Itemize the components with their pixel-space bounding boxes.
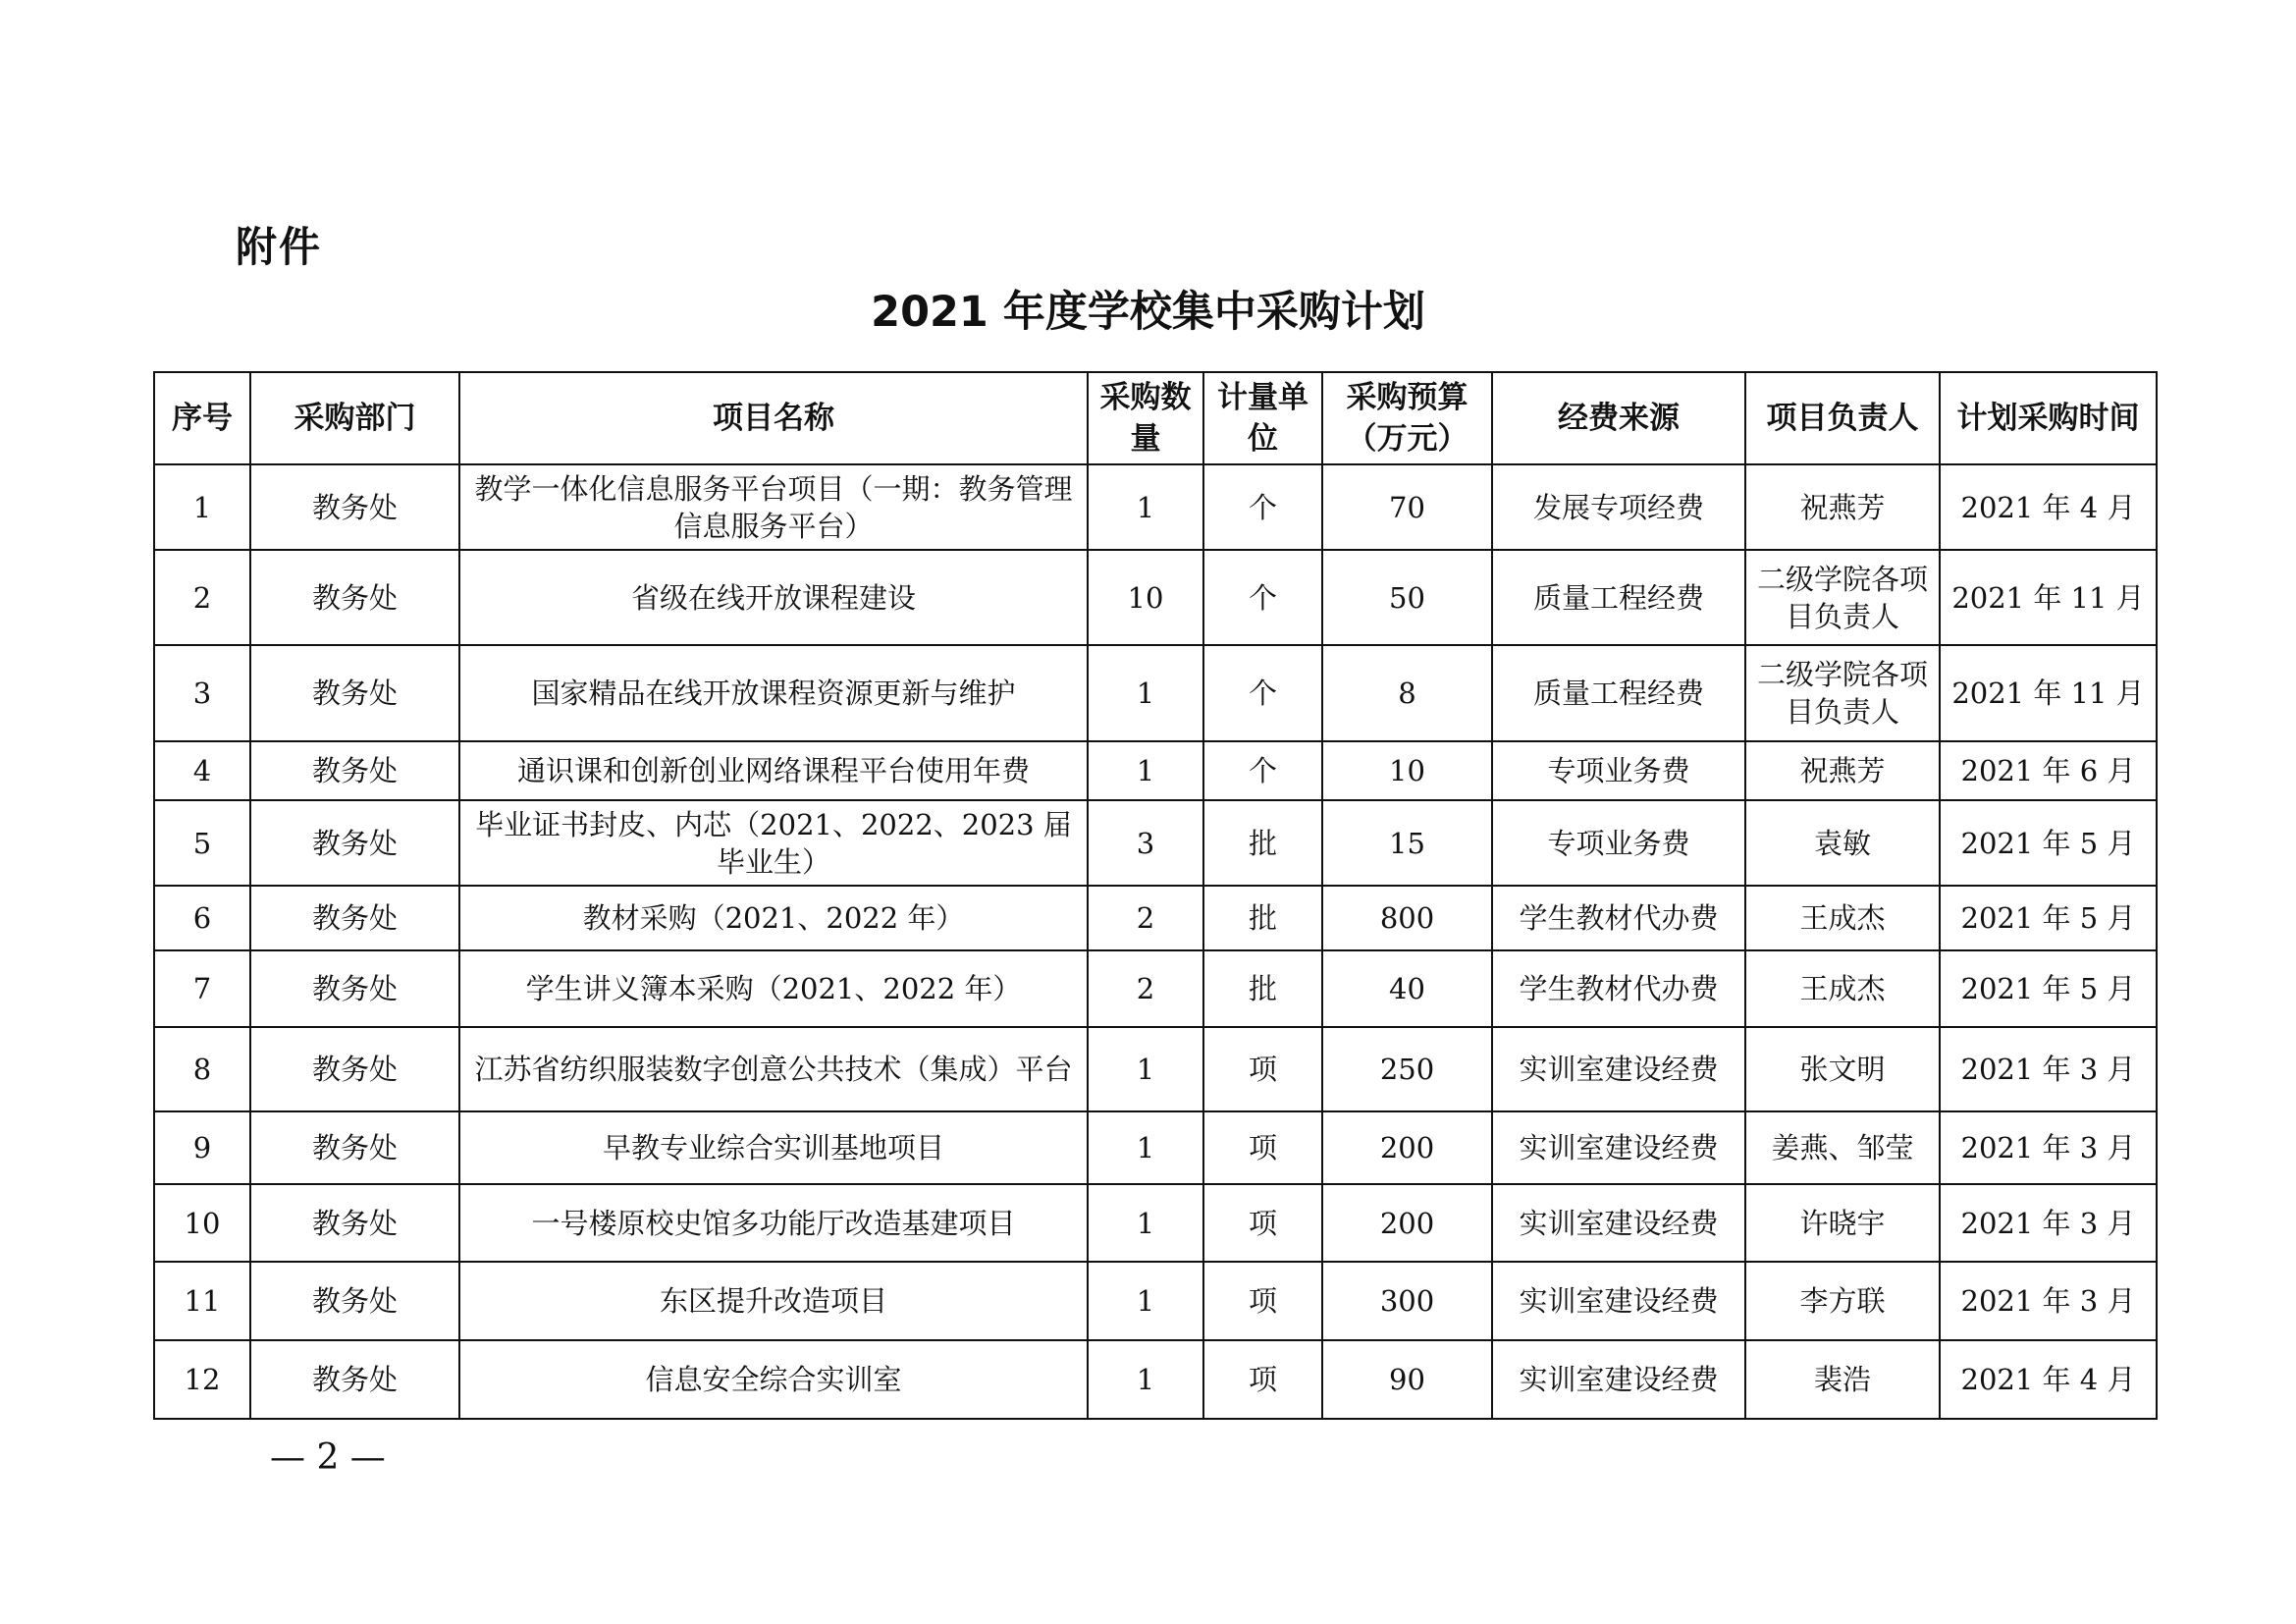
cell-time: 2021 年 4 月 xyxy=(1940,464,2157,550)
cell-index: 4 xyxy=(154,741,250,800)
header-department: 采购部门 xyxy=(250,372,459,464)
cell-project: 省级在线开放课程建设 xyxy=(459,550,1088,645)
cell-quantity: 1 xyxy=(1088,645,1203,741)
cell-unit: 项 xyxy=(1203,1027,1322,1111)
cell-project: 早教专业综合实训基地项目 xyxy=(459,1111,1088,1184)
cell-time: 2021 年 5 月 xyxy=(1940,800,2157,886)
cell-budget: 200 xyxy=(1322,1111,1492,1184)
cell-fund-source: 学生教材代办费 xyxy=(1492,886,1745,950)
cell-unit: 批 xyxy=(1203,800,1322,886)
table-header-row xyxy=(154,372,2157,464)
table-row xyxy=(154,645,2157,741)
cell-time: 2021 年 3 月 xyxy=(1940,1027,2157,1111)
cell-fund-source: 实训室建设经费 xyxy=(1492,1340,1745,1419)
cell-time: 2021 年 11 月 xyxy=(1940,550,2157,645)
cell-index: 10 xyxy=(154,1184,250,1262)
cell-project: 学生讲义簿本采购（2021、2022 年） xyxy=(459,950,1088,1027)
cell-project: 东区提升改造项目 xyxy=(459,1262,1088,1340)
cell-project: 一号楼原校史馆多功能厅改造基建项目 xyxy=(459,1184,1088,1262)
cell-owner: 袁敏 xyxy=(1745,800,1940,886)
cell-budget: 250 xyxy=(1322,1027,1492,1111)
header-unit: 计量单位 xyxy=(1203,372,1322,464)
cell-budget: 90 xyxy=(1322,1340,1492,1419)
cell-unit: 批 xyxy=(1203,886,1322,950)
cell-owner: 祝燕芳 xyxy=(1745,464,1940,550)
header-time: 计划采购时间 xyxy=(1940,372,2157,464)
cell-department: 教务处 xyxy=(250,950,459,1027)
cell-project: 教学一体化信息服务平台项目（一期：教务管理信息服务平台） xyxy=(459,464,1088,550)
document-title: 2021 年度学校集中采购计划 xyxy=(871,288,1425,337)
cell-project: 国家精品在线开放课程资源更新与维护 xyxy=(459,645,1088,741)
cell-department: 教务处 xyxy=(250,1027,459,1111)
header-quantity: 采购数量 xyxy=(1088,372,1203,464)
cell-unit: 项 xyxy=(1203,1184,1322,1262)
header-budget: 采购预算（万元） xyxy=(1322,372,1492,464)
cell-department: 教务处 xyxy=(250,550,459,645)
cell-owner: 王成杰 xyxy=(1745,950,1940,1027)
cell-project: 教材采购（2021、2022 年） xyxy=(459,886,1088,950)
table-row xyxy=(154,1262,2157,1340)
cell-department: 教务处 xyxy=(250,1111,459,1184)
cell-fund-source: 实训室建设经费 xyxy=(1492,1184,1745,1262)
cell-owner: 许晓宇 xyxy=(1745,1184,1940,1262)
table-row xyxy=(154,464,2157,550)
cell-unit: 个 xyxy=(1203,550,1322,645)
table-row xyxy=(154,741,2157,800)
cell-owner: 张文明 xyxy=(1745,1027,1940,1111)
cell-project: 信息安全综合实训室 xyxy=(459,1340,1088,1419)
cell-unit: 批 xyxy=(1203,950,1322,1027)
cell-project: 毕业证书封皮、内芯（2021、2022、2023 届毕业生） xyxy=(459,800,1088,886)
cell-index: 7 xyxy=(154,950,250,1027)
cell-quantity: 1 xyxy=(1088,1027,1203,1111)
cell-department: 教务处 xyxy=(250,1184,459,1262)
cell-quantity: 1 xyxy=(1088,1262,1203,1340)
page-number: — 2 — xyxy=(270,1437,386,1478)
header-index: 序号 xyxy=(154,372,250,464)
cell-fund-source: 学生教材代办费 xyxy=(1492,950,1745,1027)
cell-unit: 项 xyxy=(1203,1340,1322,1419)
cell-fund-source: 质量工程经费 xyxy=(1492,645,1745,741)
cell-owner: 李方联 xyxy=(1745,1262,1940,1340)
cell-owner: 王成杰 xyxy=(1745,886,1940,950)
cell-index: 8 xyxy=(154,1027,250,1111)
cell-index: 5 xyxy=(154,800,250,886)
table-row xyxy=(154,800,2157,886)
cell-quantity: 10 xyxy=(1088,550,1203,645)
cell-budget: 70 xyxy=(1322,464,1492,550)
cell-index: 11 xyxy=(154,1262,250,1340)
cell-department: 教务处 xyxy=(250,1262,459,1340)
table-row xyxy=(154,950,2157,1027)
table-row xyxy=(154,1027,2157,1111)
cell-owner: 裴浩 xyxy=(1745,1340,1940,1419)
cell-budget: 50 xyxy=(1322,550,1492,645)
cell-department: 教务处 xyxy=(250,741,459,800)
cell-fund-source: 专项业务费 xyxy=(1492,741,1745,800)
cell-unit: 项 xyxy=(1203,1262,1322,1340)
cell-time: 2021 年 3 月 xyxy=(1940,1111,2157,1184)
procurement-plan-table xyxy=(153,371,2158,1420)
cell-department: 教务处 xyxy=(250,645,459,741)
cell-time: 2021 年 3 月 xyxy=(1940,1184,2157,1262)
cell-time: 2021 年 5 月 xyxy=(1940,950,2157,1027)
table-row xyxy=(154,1184,2157,1262)
header-fund-source: 经费来源 xyxy=(1492,372,1745,464)
cell-department: 教务处 xyxy=(250,800,459,886)
cell-time: 2021 年 3 月 xyxy=(1940,1262,2157,1340)
cell-quantity: 3 xyxy=(1088,800,1203,886)
cell-fund-source: 实训室建设经费 xyxy=(1492,1111,1745,1184)
cell-index: 9 xyxy=(154,1111,250,1184)
cell-quantity: 1 xyxy=(1088,464,1203,550)
cell-index: 2 xyxy=(154,550,250,645)
cell-fund-source: 发展专项经费 xyxy=(1492,464,1745,550)
table-row xyxy=(154,1340,2157,1419)
cell-project: 通识课和创新创业网络课程平台使用年费 xyxy=(459,741,1088,800)
cell-unit: 个 xyxy=(1203,645,1322,741)
cell-budget: 10 xyxy=(1322,741,1492,800)
cell-time: 2021 年 5 月 xyxy=(1940,886,2157,950)
cell-fund-source: 质量工程经费 xyxy=(1492,550,1745,645)
cell-quantity: 2 xyxy=(1088,950,1203,1027)
cell-owner: 祝燕芳 xyxy=(1745,741,1940,800)
cell-fund-source: 实训室建设经费 xyxy=(1492,1027,1745,1111)
cell-fund-source: 专项业务费 xyxy=(1492,800,1745,886)
cell-time: 2021 年 6 月 xyxy=(1940,741,2157,800)
header-project: 项目名称 xyxy=(459,372,1088,464)
cell-index: 1 xyxy=(154,464,250,550)
cell-quantity: 1 xyxy=(1088,1111,1203,1184)
cell-budget: 8 xyxy=(1322,645,1492,741)
cell-budget: 200 xyxy=(1322,1184,1492,1262)
table-row xyxy=(154,1111,2157,1184)
cell-unit: 个 xyxy=(1203,741,1322,800)
cell-fund-source: 实训室建设经费 xyxy=(1492,1262,1745,1340)
cell-time: 2021 年 4 月 xyxy=(1940,1340,2157,1419)
table-row xyxy=(154,550,2157,645)
cell-owner: 二级学院各项目负责人 xyxy=(1745,550,1940,645)
cell-department: 教务处 xyxy=(250,886,459,950)
cell-index: 6 xyxy=(154,886,250,950)
cell-quantity: 1 xyxy=(1088,741,1203,800)
cell-department: 教务处 xyxy=(250,1340,459,1419)
cell-quantity: 1 xyxy=(1088,1340,1203,1419)
cell-budget: 40 xyxy=(1322,950,1492,1027)
cell-index: 12 xyxy=(154,1340,250,1419)
cell-quantity: 1 xyxy=(1088,1184,1203,1262)
cell-budget: 300 xyxy=(1322,1262,1492,1340)
cell-unit: 个 xyxy=(1203,464,1322,550)
table-row xyxy=(154,886,2157,950)
cell-department: 教务处 xyxy=(250,464,459,550)
cell-project: 江苏省纺织服装数字创意公共技术（集成）平台 xyxy=(459,1027,1088,1111)
cell-owner: 二级学院各项目负责人 xyxy=(1745,645,1940,741)
header-owner: 项目负责人 xyxy=(1745,372,1940,464)
cell-quantity: 2 xyxy=(1088,886,1203,950)
cell-budget: 800 xyxy=(1322,886,1492,950)
cell-owner: 姜燕、邹莹 xyxy=(1745,1111,1940,1184)
cell-time: 2021 年 11 月 xyxy=(1940,645,2157,741)
cell-budget: 15 xyxy=(1322,800,1492,886)
cell-index: 3 xyxy=(154,645,250,741)
attachment-label: 附件 xyxy=(236,223,323,271)
cell-unit: 项 xyxy=(1203,1111,1322,1184)
